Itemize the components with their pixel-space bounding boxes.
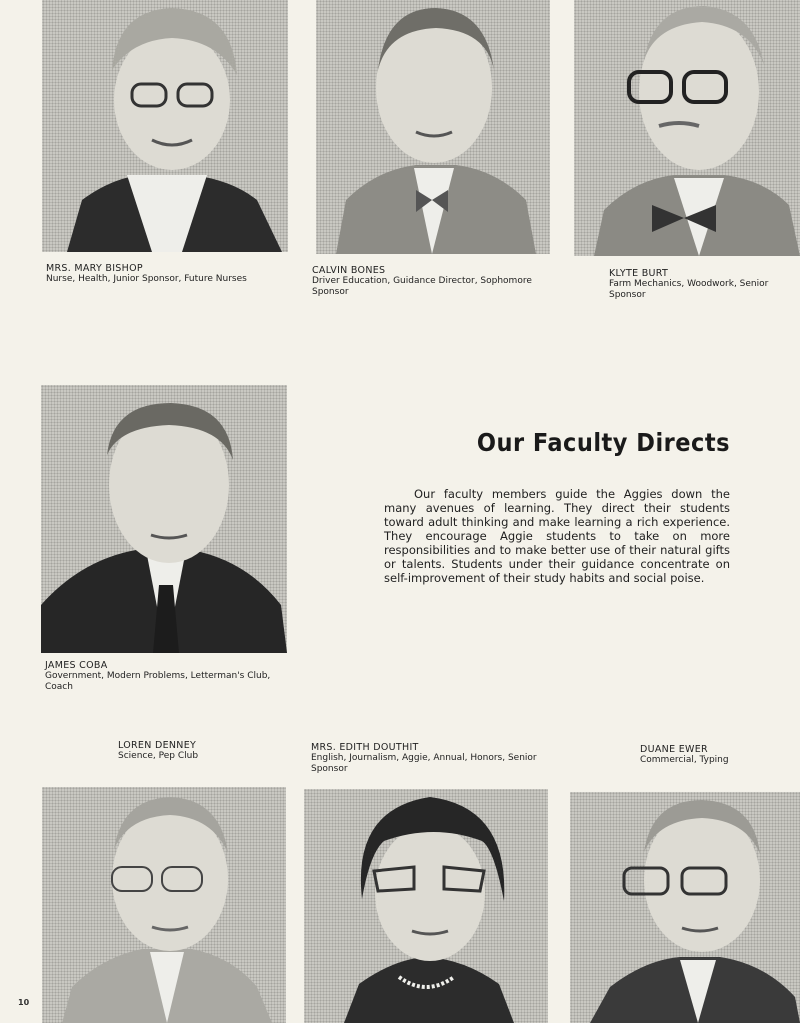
faculty-name: JAMES COBA xyxy=(45,660,108,671)
photo-calvin-bones xyxy=(316,0,550,254)
page-title: Our Faculty Directs xyxy=(476,428,730,457)
photo-klyte-burt xyxy=(574,0,800,256)
photo-mary-bishop xyxy=(42,0,288,252)
faculty-name: DUANE EWER xyxy=(640,744,708,755)
caption-edith-douthit xyxy=(311,742,556,775)
page-number: 10 xyxy=(18,998,30,1007)
faculty-name: MRS. EDITH DOUTHIT xyxy=(311,742,419,753)
faculty-name: CALVIN BONES xyxy=(312,265,386,276)
caption-james-coba xyxy=(45,660,290,693)
faculty-roles: Commercial, Typing xyxy=(640,755,729,765)
faculty-roles: Farm Mechanics, Woodwork, Senior Sponsor xyxy=(609,279,769,300)
faculty-name: MRS. MARY BISHOP xyxy=(46,263,143,274)
faculty-roles: Government, Modern Problems, Letterman's Club, Coach xyxy=(45,671,271,692)
caption-klyte-burt xyxy=(609,268,794,301)
faculty-name: KLYTE BURT xyxy=(609,268,669,279)
photo-loren-denney xyxy=(42,787,286,1023)
intro-paragraph: Our faculty members guide the Aggies down the many avenues of learning. They direct their students toward adult thinking and make learning a rich experience. They encourage Aggie students to take on more responsibilities and to make better use of their natural gifts or talents. Students under their guidance concentrate on self-improvement of their study habits and social poise. xyxy=(384,487,730,585)
faculty-roles: Nurse, Health, Junior Sponsor, Future Nurses xyxy=(46,274,247,284)
photo-edith-douthit xyxy=(304,789,548,1023)
caption-loren-denney xyxy=(118,740,278,762)
caption-duane-ewer xyxy=(640,744,790,766)
faculty-roles: Driver Education, Guidance Director, Sophomore Sponsor xyxy=(312,276,532,297)
photo-james-coba xyxy=(41,385,287,653)
faculty-roles: Science, Pep Club xyxy=(118,751,199,761)
faculty-name: LOREN DENNEY xyxy=(118,740,197,751)
caption-calvin-bones xyxy=(312,265,557,298)
faculty-roles: English, Journalism, Aggie, Annual, Honors, Senior Sponsor xyxy=(311,753,537,774)
caption-mary-bishop xyxy=(46,263,296,285)
photo-duane-ewer xyxy=(570,792,800,1023)
